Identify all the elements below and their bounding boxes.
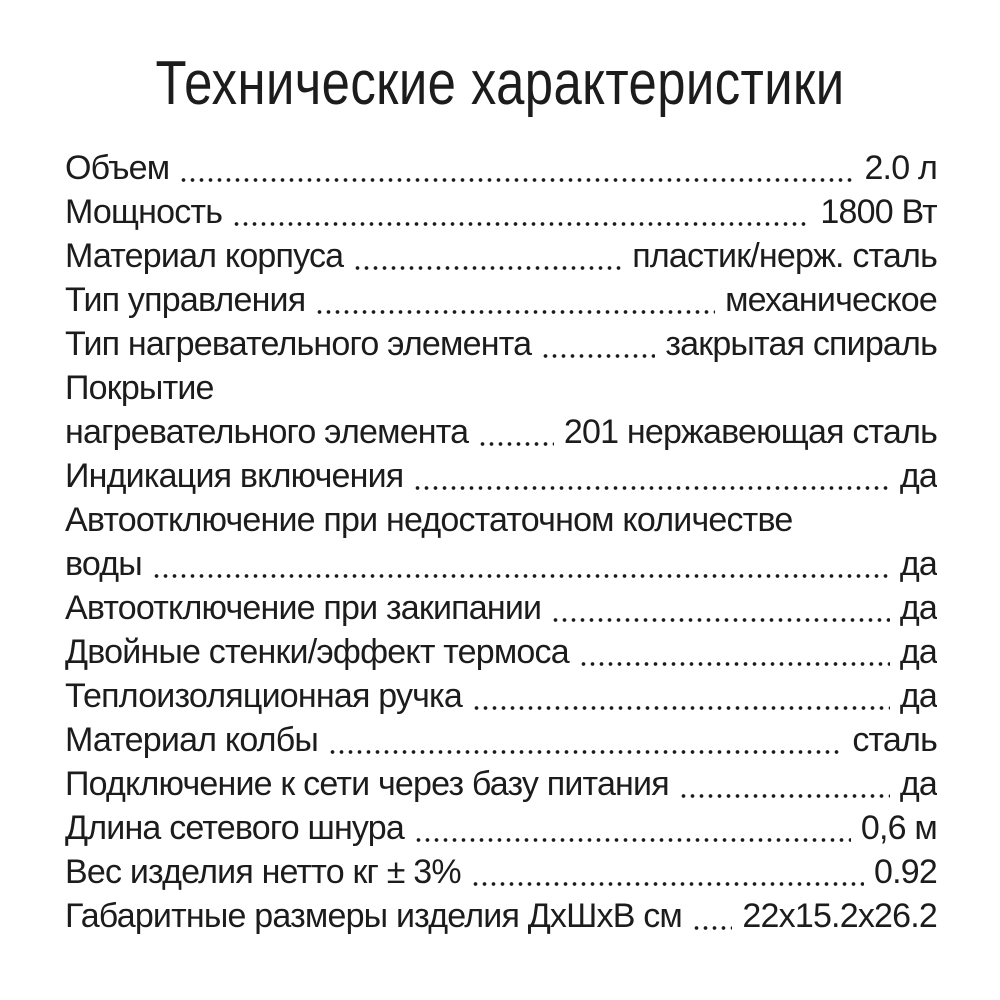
spec-label: Автоотключение при недостаточном количестве [65, 500, 802, 540]
spec-value: пластик/нерж. сталь [622, 236, 937, 276]
spec-label: Покрытие [65, 368, 224, 408]
dot-leader [315, 278, 715, 318]
spec-row-low-water [65, 540, 937, 584]
page-title: Технические характеристики [155, 49, 845, 118]
spec-value: закрытая спираль [655, 324, 937, 364]
spec-row-net-weight [65, 848, 937, 892]
spec-label: воды [65, 544, 152, 584]
spec-row-auto-off-boil [65, 584, 937, 628]
spec-value: да [890, 676, 937, 716]
spec-label: Материал колбы [65, 720, 328, 760]
spec-value: механическое [715, 280, 937, 320]
spec-label: Подключение к сети через базу питания [65, 764, 679, 804]
spec-value: 22x15.2x26.2 [732, 896, 937, 936]
spec-label: Габаритные размеры изделия ДхШхВ см [65, 896, 692, 936]
dot-leader [579, 630, 890, 670]
spec-label: Тип нагревательного элемента [65, 324, 541, 364]
spec-label: Индикация включения [65, 456, 413, 496]
spec-row-insulated-handle [65, 672, 937, 716]
spec-row-power-base [65, 760, 937, 804]
spec-row-low-water-heading [65, 496, 937, 540]
spec-row-body-material [65, 232, 937, 276]
spec-label: Длина сетевого шнура [65, 808, 414, 848]
spec-row-power [65, 188, 937, 232]
dot-leader [478, 410, 554, 450]
spec-row-cord-length [65, 804, 937, 848]
dot-leader [328, 718, 842, 758]
dot-leader [692, 894, 732, 934]
spec-label: нагревательного элемента [65, 412, 478, 452]
spec-value: 1800 Вт [810, 192, 937, 232]
spec-value: 201 нержавеющая сталь [554, 412, 937, 452]
spec-value: сталь [842, 720, 937, 760]
spec-row-control-type [65, 276, 937, 320]
dot-leader [353, 234, 622, 274]
spec-label: Теплоизоляционная ручка [65, 676, 472, 716]
spec-label: Объем [65, 148, 179, 188]
dot-leader [232, 190, 810, 230]
spec-value: 0.92 [864, 852, 937, 892]
spec-row-heating-element-type [65, 320, 937, 364]
spec-label: Вес изделия нетто кг ± 3% [65, 852, 471, 892]
spec-row-coating [65, 408, 937, 452]
spec-row-coating-heading [65, 364, 937, 408]
dot-leader [179, 146, 854, 186]
dot-leader [471, 850, 864, 890]
spec-row-flask-material [65, 716, 937, 760]
spec-label: Мощность [65, 192, 232, 232]
spec-value: да [890, 632, 937, 672]
spec-row-power-indicator [65, 452, 937, 496]
dot-leader [679, 762, 890, 802]
dot-leader [152, 542, 890, 582]
dot-leader [414, 806, 851, 846]
spec-value: да [890, 456, 937, 496]
spec-value: да [890, 544, 937, 584]
spec-row-dimensions [65, 892, 937, 936]
spec-row-volume [65, 144, 937, 188]
dot-leader [541, 322, 655, 362]
spec-label: Двойные стенки/эффект термоса [65, 632, 579, 672]
spec-value: да [890, 588, 937, 628]
dot-leader [413, 454, 889, 494]
spec-label: Тип управления [65, 280, 315, 320]
spec-value: 2.0 л [854, 148, 937, 188]
dot-leader [551, 586, 890, 626]
spec-value: 0,6 м [851, 808, 937, 848]
spec-label: Материал корпуса [65, 236, 353, 276]
spec-label: Автоотключение при закипании [65, 588, 551, 628]
spec-list [65, 144, 937, 936]
dot-leader [472, 674, 890, 714]
spec-value: да [890, 764, 937, 804]
spec-row-double-walls [65, 628, 937, 672]
